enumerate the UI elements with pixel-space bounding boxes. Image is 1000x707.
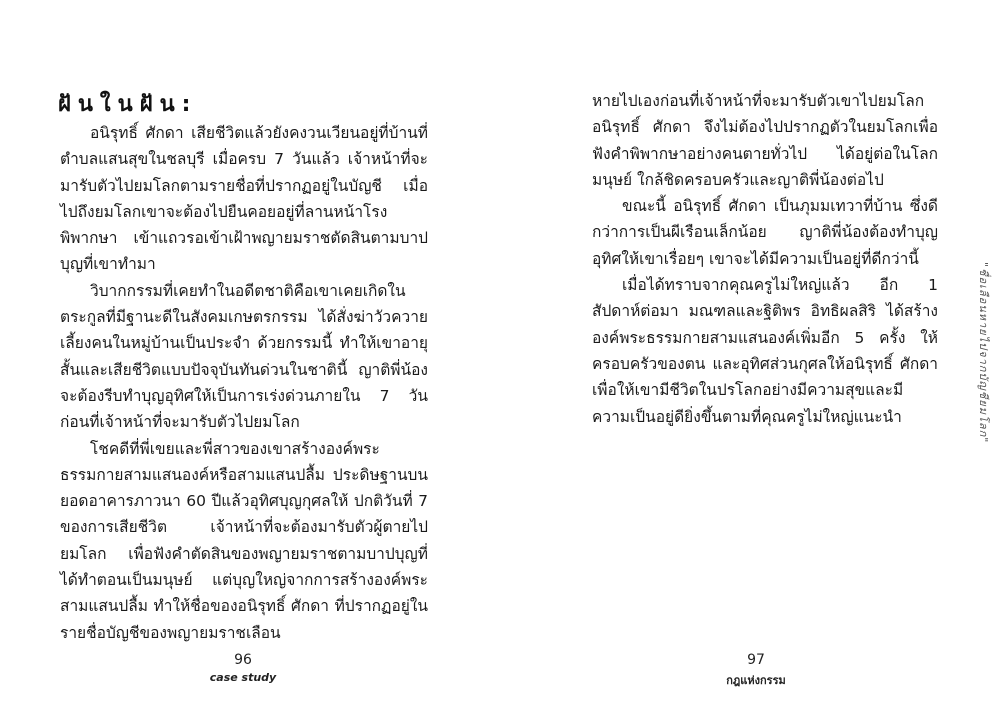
right-page <box>500 0 1000 707</box>
paragraph: หายไปเองก่อนที่เจ้าหน้าที่จะมารับตัวเขาไปยมโลก อนิรุทธิ์ ศักดา จึงไม่ต้องไปปรากฏตัวในยมโลกเพื่อฟังคำพิพากษาอย่างคนตายทั่วไป ได้อยู่ต่อในโลกมนุษย์ ใกล้ชิดครอบครัวและญาติพี่น้องต่อไป <box>592 92 938 189</box>
paragraph: วิบากกรรมที่เคยทำในอดีตชาติคือเขาเคยเกิดในตระกูลที่มีฐานะดีในสังคมเกษตรกรรม ได้สั่งฆ่าวัวควายเลี้ยงคนในหมู่บ้านเป็นประจำ ด้วยกรรมนี้ ทำให้เขาอายุสั้นและเสียชีวิตแบบปัจจุบันทันด่วนในชาตินี้ ญาติพี่น้องจะต้องรีบทำบุญอุทิศให้เป็นการเร่งด่วนภายใน 7 วัน ก่อนที่เจ้าหน้าที่จะมารับตัวไปยมโลก <box>60 281 428 432</box>
paragraph: โชคดีที่พี่เขยและพี่สาวของเขาสร้างองค์พระธรรมกายสามแสนองค์หรือสามแสนปลื้ม ประดิษฐานบนยอดอาคารภาวนา 60 ปีแล้วอุทิศบุญกุศลให้ ปกติวันที่ 7 ของการเสียชีวิต เจ้าหน้าที่จะต้องมารับตัวผู้ตายไปยมโลก เพื่อฟังคำตัดสินของพญายมราชตามบาปบุญที่ได้ทำตอนเป็นมนุษย์ แต่บุญใหญ่จากการสร้างองค์พระสามแสนปลื้ม ทำให้ชื่อของอนิรุทธิ์ ศักดา ที่ปรากฏอยู่ในรายชื่อบัญชีของพญายมราชเลือน <box>60 439 428 642</box>
paragraph: ขณะนี้ อนิรุทธิ์ ศักดา เป็นภุมมเทวาที่บ้าน ซึ่งดีกว่าการเป็นผีเรือนเล็กน้อย ญาติพี่น้องต้องทำบุญอุทิศให้เขาเรื่อยๆ เขาจะได้มีความเป็นอยู่ที่ดีกว่านี้ <box>592 197 938 268</box>
page-caption: กฎแห่งกรรม <box>726 674 786 687</box>
page-caption: case study <box>209 671 277 684</box>
paragraph: อนิรุทธิ์ ศักดา เสียชีวิตแล้วยังคงวนเวียนอยู่ที่บ้านที่ตำบลแสนสุขในชลบุรี เมื่อครบ 7 วันแล้ว เจ้าหน้าที่จะมารับตัวไปยมโลกตามรายชื่อที่ปรากฏอยู่ในบัญชี เมื่อไปถึงยมโลกเขาจะต้องไปยืนคอยอยู่ที่ลานหน้าโรงพิพากษา เข้าแถวรอเข้าเฝ้าพญายมราชตัดสินตามบาปบุญที่เขาทำมา <box>60 124 428 274</box>
paragraph: เมื่อได้ทราบจากคุณครูไม่ใหญ่แล้ว อีก 1 สัปดาห์ต่อมา มณฑลและฐิติพร อิทธิผลสิริ ได้สร้างองค์พระธรรมกายสามแสนองค์เพิ่มอีก 5 ครั้ง ให้ครอบครัวของตน และอุทิศส่วนกุศลให้อนิรุทธิ์ ศักดา เพื่อให้เขามีชีวิตในปรโลกอย่างมีความสุขและมีความเป็นอยู่ดียิ่งขึ้นตามที่คุณครูไม่ใหญ่แนะนำ <box>592 276 938 426</box>
page-number: 97 <box>747 652 765 668</box>
right-body-text <box>592 88 938 430</box>
section-heading: ฝันในฝัน: <box>58 92 198 117</box>
page-number: 96 <box>234 652 252 668</box>
left-body-text <box>60 120 428 646</box>
chapter-side-title: "ชื่อเลือนหายไปจากบัญชียมโลก" <box>977 262 990 444</box>
